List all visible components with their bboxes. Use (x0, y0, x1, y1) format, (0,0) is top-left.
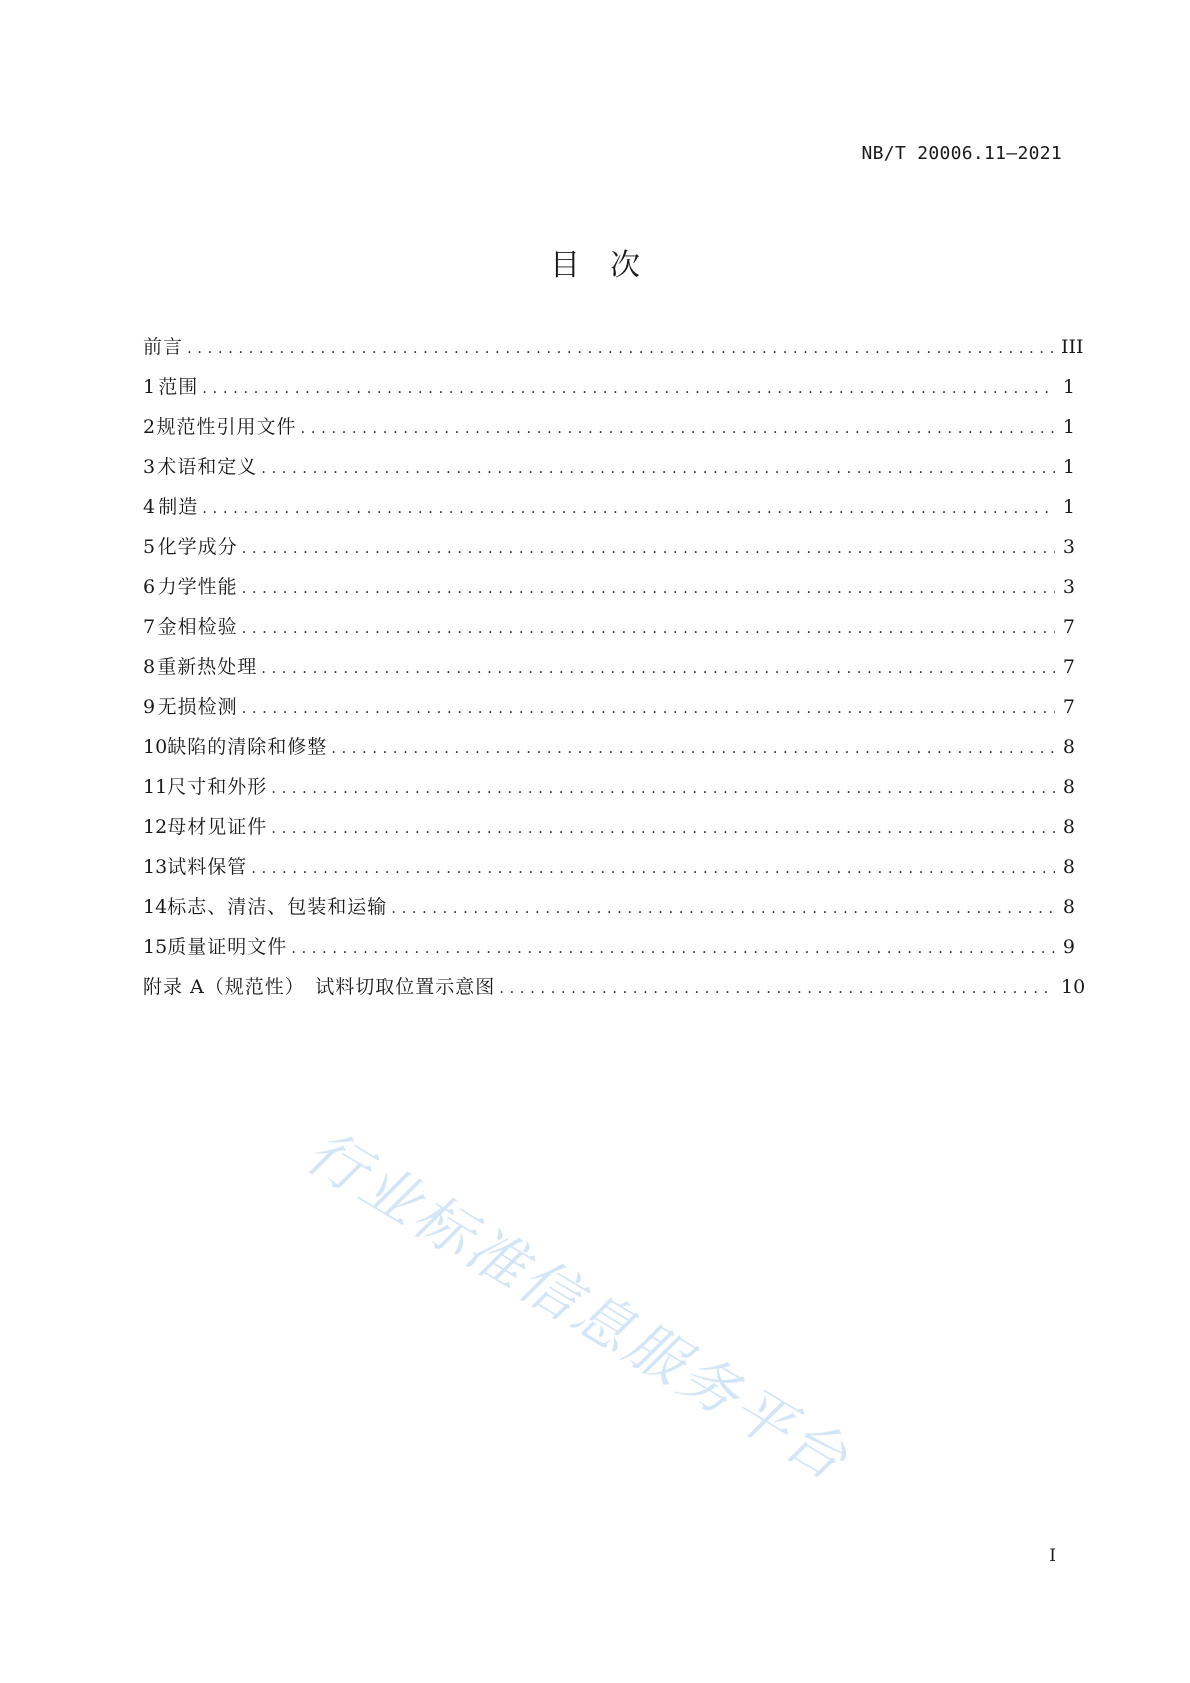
table-of-contents (143, 327, 1086, 1007)
document-code: NB/T 20006.11—2021 (861, 143, 1062, 164)
toc-entry-label: 术语和定义 (157, 456, 258, 478)
toc-entry-number: 15 (143, 936, 168, 958)
toc-leader-dots (261, 448, 1055, 488)
toc-entry-page: 3 (1062, 576, 1075, 598)
toc-entry[interactable] (143, 327, 1084, 367)
toc-entry-page: 3 (1062, 536, 1075, 558)
toc-entry-page: 7 (1062, 616, 1075, 638)
toc-entry-number: 9 (143, 696, 156, 718)
toc-entry[interactable] (143, 727, 1075, 767)
toc-entry[interactable] (143, 927, 1075, 967)
toc-entry-number: 13 (143, 856, 168, 878)
toc-entry-label: 范围 (158, 376, 199, 398)
toc-entry-label: 无损检测 (157, 696, 238, 718)
toc-leader-dots (291, 928, 1055, 968)
toc-entry-label: 制造 (158, 496, 199, 518)
toc-entry-page: 8 (1062, 896, 1075, 918)
toc-entry-page: 1 (1062, 376, 1075, 398)
toc-entry-page: 9 (1062, 936, 1075, 958)
toc-entry-page: 7 (1062, 696, 1075, 718)
toc-entry-label: 质量证明文件 (167, 936, 288, 958)
toc-entry-page: 10 (1061, 976, 1086, 998)
toc-leader-dots (499, 968, 1055, 1008)
toc-entry-page: III (1061, 336, 1084, 358)
toc-entry[interactable] (143, 847, 1075, 887)
toc-leader-dots (242, 608, 1055, 648)
toc-entry[interactable] (143, 567, 1075, 607)
toc-entry[interactable] (143, 767, 1075, 807)
page-number: I (1049, 1546, 1056, 1566)
toc-leader-dots (301, 408, 1055, 448)
toc-entry-label: 规范性引用文件 (156, 416, 297, 438)
toc-entry-page: 7 (1062, 656, 1075, 678)
toc-leader-dots (187, 328, 1055, 368)
toc-entry-number: 11 (143, 776, 168, 798)
toc-entry-number: 2 (143, 416, 156, 438)
toc-entry-number: 14 (143, 896, 168, 918)
toc-entry[interactable] (143, 367, 1075, 407)
toc-entry[interactable] (143, 647, 1075, 687)
toc-entry[interactable] (143, 607, 1075, 647)
toc-entry-number: 5 (143, 536, 156, 558)
toc-entry-number: 10 (143, 736, 168, 758)
toc-leader-dots (261, 648, 1055, 688)
toc-entry-page: 1 (1062, 456, 1075, 478)
toc-leader-dots (242, 528, 1055, 568)
toc-leader-dots (242, 688, 1055, 728)
toc-entry[interactable] (143, 687, 1075, 727)
toc-entry-page: 8 (1062, 816, 1075, 838)
toc-entry-label: 金相检验 (157, 616, 238, 638)
toc-leader-dots (202, 368, 1055, 408)
toc-entry-label: 尺寸和外形 (167, 776, 268, 798)
toc-entry[interactable] (143, 487, 1075, 527)
toc-entry-label: 缺陷的清除和修整 (167, 736, 328, 758)
toc-entry-label: 标志、清洁、包装和运输 (167, 896, 388, 918)
toc-entry-label: 重新热处理 (157, 656, 258, 678)
watermark: 行业标准信息服务平台 (294, 1117, 862, 1495)
toc-leader-dots (271, 768, 1055, 808)
toc-entry[interactable] (143, 967, 1086, 1007)
toc-entry-page: 1 (1062, 416, 1075, 438)
toc-leader-dots (331, 728, 1055, 768)
toc-entry-label: 母材见证件 (167, 816, 268, 838)
toc-entry[interactable] (143, 447, 1075, 487)
toc-entry-number: 6 (143, 576, 156, 598)
toc-entry-label: 前言 (143, 336, 184, 358)
toc-entry-page: 8 (1062, 856, 1075, 878)
toc-entry-number: 7 (143, 616, 156, 638)
toc-entry-page: 8 (1062, 776, 1075, 798)
toc-entry-label: 力学性能 (157, 576, 238, 598)
toc-leader-dots (251, 848, 1055, 888)
toc-entry-page: 8 (1062, 736, 1075, 758)
toc-entry[interactable] (143, 807, 1075, 847)
toc-entry[interactable] (143, 527, 1075, 567)
toc-entry-label: 试料保管 (167, 856, 248, 878)
page-title: 目 次 (550, 248, 640, 283)
toc-entry-number: 1 (143, 376, 156, 398)
toc-leader-dots (242, 568, 1055, 608)
toc-entry-label: 附录 A（规范性） 试料切取位置示意图 (143, 976, 496, 998)
toc-entry-page: 1 (1062, 496, 1075, 518)
toc-entry-number: 3 (143, 456, 156, 478)
toc-leader-dots (202, 488, 1055, 528)
toc-entry[interactable] (143, 887, 1075, 927)
toc-entry-number: 4 (143, 496, 156, 518)
toc-entry[interactable] (143, 407, 1075, 447)
toc-entry-number: 12 (143, 816, 168, 838)
toc-leader-dots (271, 808, 1055, 848)
toc-entry-number: 8 (143, 656, 156, 678)
toc-leader-dots (391, 888, 1055, 928)
toc-entry-label: 化学成分 (157, 536, 238, 558)
